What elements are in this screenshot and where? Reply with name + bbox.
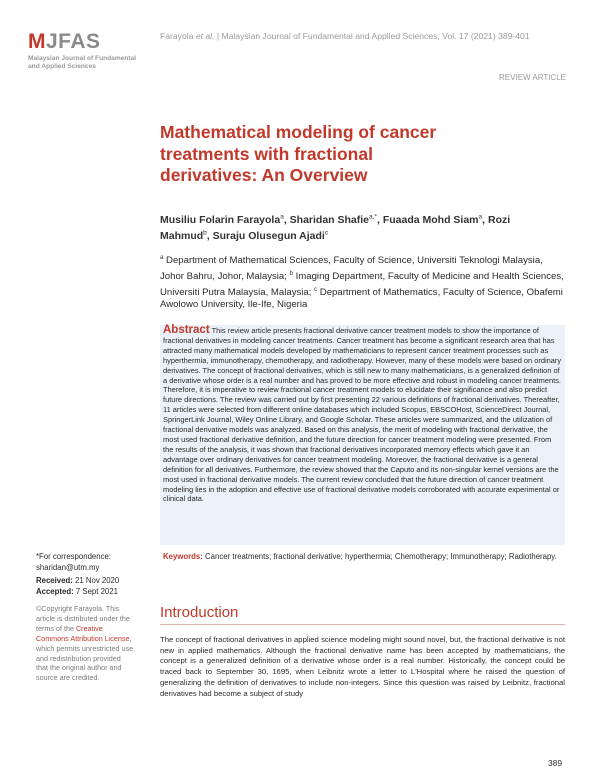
keywords-text: Cancer treatments; fractional derivative; hyperthermia; Chemotherapy; Immunotherapy; Radiotherapy. <box>202 552 557 561</box>
logo-rest: JFAS <box>46 30 101 53</box>
affiliation: Department of Mathematical Sciences, Faculty of Science, Universiti Teknologi Malaysia, Johor Bahru, Johor, Malaysia; <box>160 255 543 282</box>
article-type-label: REVIEW ARTICLE <box>499 73 566 82</box>
author-list <box>160 210 560 243</box>
paper-title: Mathematical modeling of cancer treatments with fractional derivatives: An Overview <box>160 122 437 185</box>
correspondence-email[interactable]: sharidan@utm.my <box>36 563 100 572</box>
author: Fuaada Mohd Siam$^a$, <box>382 213 488 226</box>
received-date: Received: 21 Nov 2020 <box>36 576 120 585</box>
section-heading-introduction: Introduction <box>160 604 239 621</box>
affiliation: Department of Mathematics, Faculty of Science, Obafemi Awolowo University, Ile-Ife, Nigeria <box>160 286 563 311</box>
abstract <box>163 326 562 504</box>
section-divider <box>160 624 565 625</box>
journal-subtitle: Malaysian Journal of Fundamental and Applied Sciences <box>28 55 137 70</box>
running-head-author: Farayola <box>160 31 194 41</box>
affiliations <box>160 252 565 312</box>
author: Musiliu Folarin Farayola$^a$, <box>160 213 290 226</box>
author: Rozi Mahmud$^b$, <box>160 213 511 242</box>
correspondence-label: *For correspondence: <box>36 552 111 561</box>
accepted-date: Accepted: 7 Sept 2021 <box>36 587 118 596</box>
keywords <box>163 552 562 563</box>
abstract-label: Abstract <box>163 324 210 336</box>
logo-m: M <box>28 30 46 53</box>
abstract-text: This review article presents fractional derivative cancer treatment models to show the importance of fractional derivatives in modeling cancer treatments. Cancer treatment has become a significant research area that has attracted many mathematical models developed by mathematicians to represent cancer treatment processes such as hyperthermia, immunotherapy, chemotherapy, and radiotherapy. However, many of these models were based on ordinary derivatives. The concept of fractional derivatives, which is still new to many mathematicians, is a generalized definition of a derivative whose order is a real number and has proved to be more effective and robust in modeling cancer treatments. Therefore, it is imperative to review fractional cancer treatment models to elucidate their significance and also predict future directions. The review was carried out by first presenting 22 various definitions of fractional derivatives. Thereafter, 11 articles were selected from different online databases which included Scopus, EBSCOHost, ScienceDirect Journal, SpringerLink Journal, Wiley Online Library, and Google Scholar. These articles were summarized, and the utilization of fractional derivative models was analyzed. Based on this analysis, the merit of modeling with fractional derivative, the most used fractional derivative definition, and the future direction for cancer treatment modeling were presented. From the results of the analysis, it was shown that fractional derivatives incorporated memory effects which gave it an advantage over ordinary derivatives for cancer treatment modeling. Moreover, the fractional derivative is a general definition for all derivatives. Furthermore, the review showed that the Caputo and its non-singular kernel versions are the most used in fractional derivative models. The current review concluded that the future direction of cancer treatment modeling lies in the adoption and effective use of fractional derivative models corroborated with accurate experimental or clinical data. <box>163 326 562 504</box>
page-number: 389 <box>548 758 562 768</box>
author: Suraju Olusegun Ajadi$^c$ <box>212 229 329 242</box>
running-head-journal: | Malaysian Journal of Fundamental and Applied Sciences, Vol. 17 (2021) 389-401 <box>216 31 530 41</box>
author: Sharidan Shafie$^{a,*}$, <box>289 213 383 226</box>
introduction-text: The concept of fractional derivatives in applied science modeling might sound novel, but, the fractional derivative is not new in applied mathematics. Although the fractional derivative name has been accepted by mathematicians, the concept is a generalized definition of a derivative whose order is a real number. Historically, the concept could be traced back to September 30, 1695, when Leibnitz wrote a letter to L'Hospital where he raised the question of generalizing the definition of derivatives to include non-integers. Since this question was raised by Leibnitz, fractional derivatives had become a subject of study <box>160 635 565 698</box>
running-head <box>160 31 530 41</box>
affiliation-marker: a <box>160 255 164 261</box>
running-head-etal: et al. <box>195 31 215 41</box>
affiliation-marker: b <box>289 270 293 277</box>
journal-logo <box>28 30 101 54</box>
affiliation: Imaging Department, Faculty of Medicine and Health Sciences, Universiti Putra Malaysia, Malaysia; <box>160 270 564 298</box>
keywords-label: Keywords: <box>163 552 203 561</box>
license-link[interactable]: Creative Commons Attribution License <box>36 623 130 643</box>
license-note: ©Copyright Farayola. This article is distributed under the terms of the Creative Commons Attribution License, which permits unrestricted use and redistribution provided that the original author and source are credited. <box>36 604 134 683</box>
affiliation-marker: c <box>314 286 318 293</box>
